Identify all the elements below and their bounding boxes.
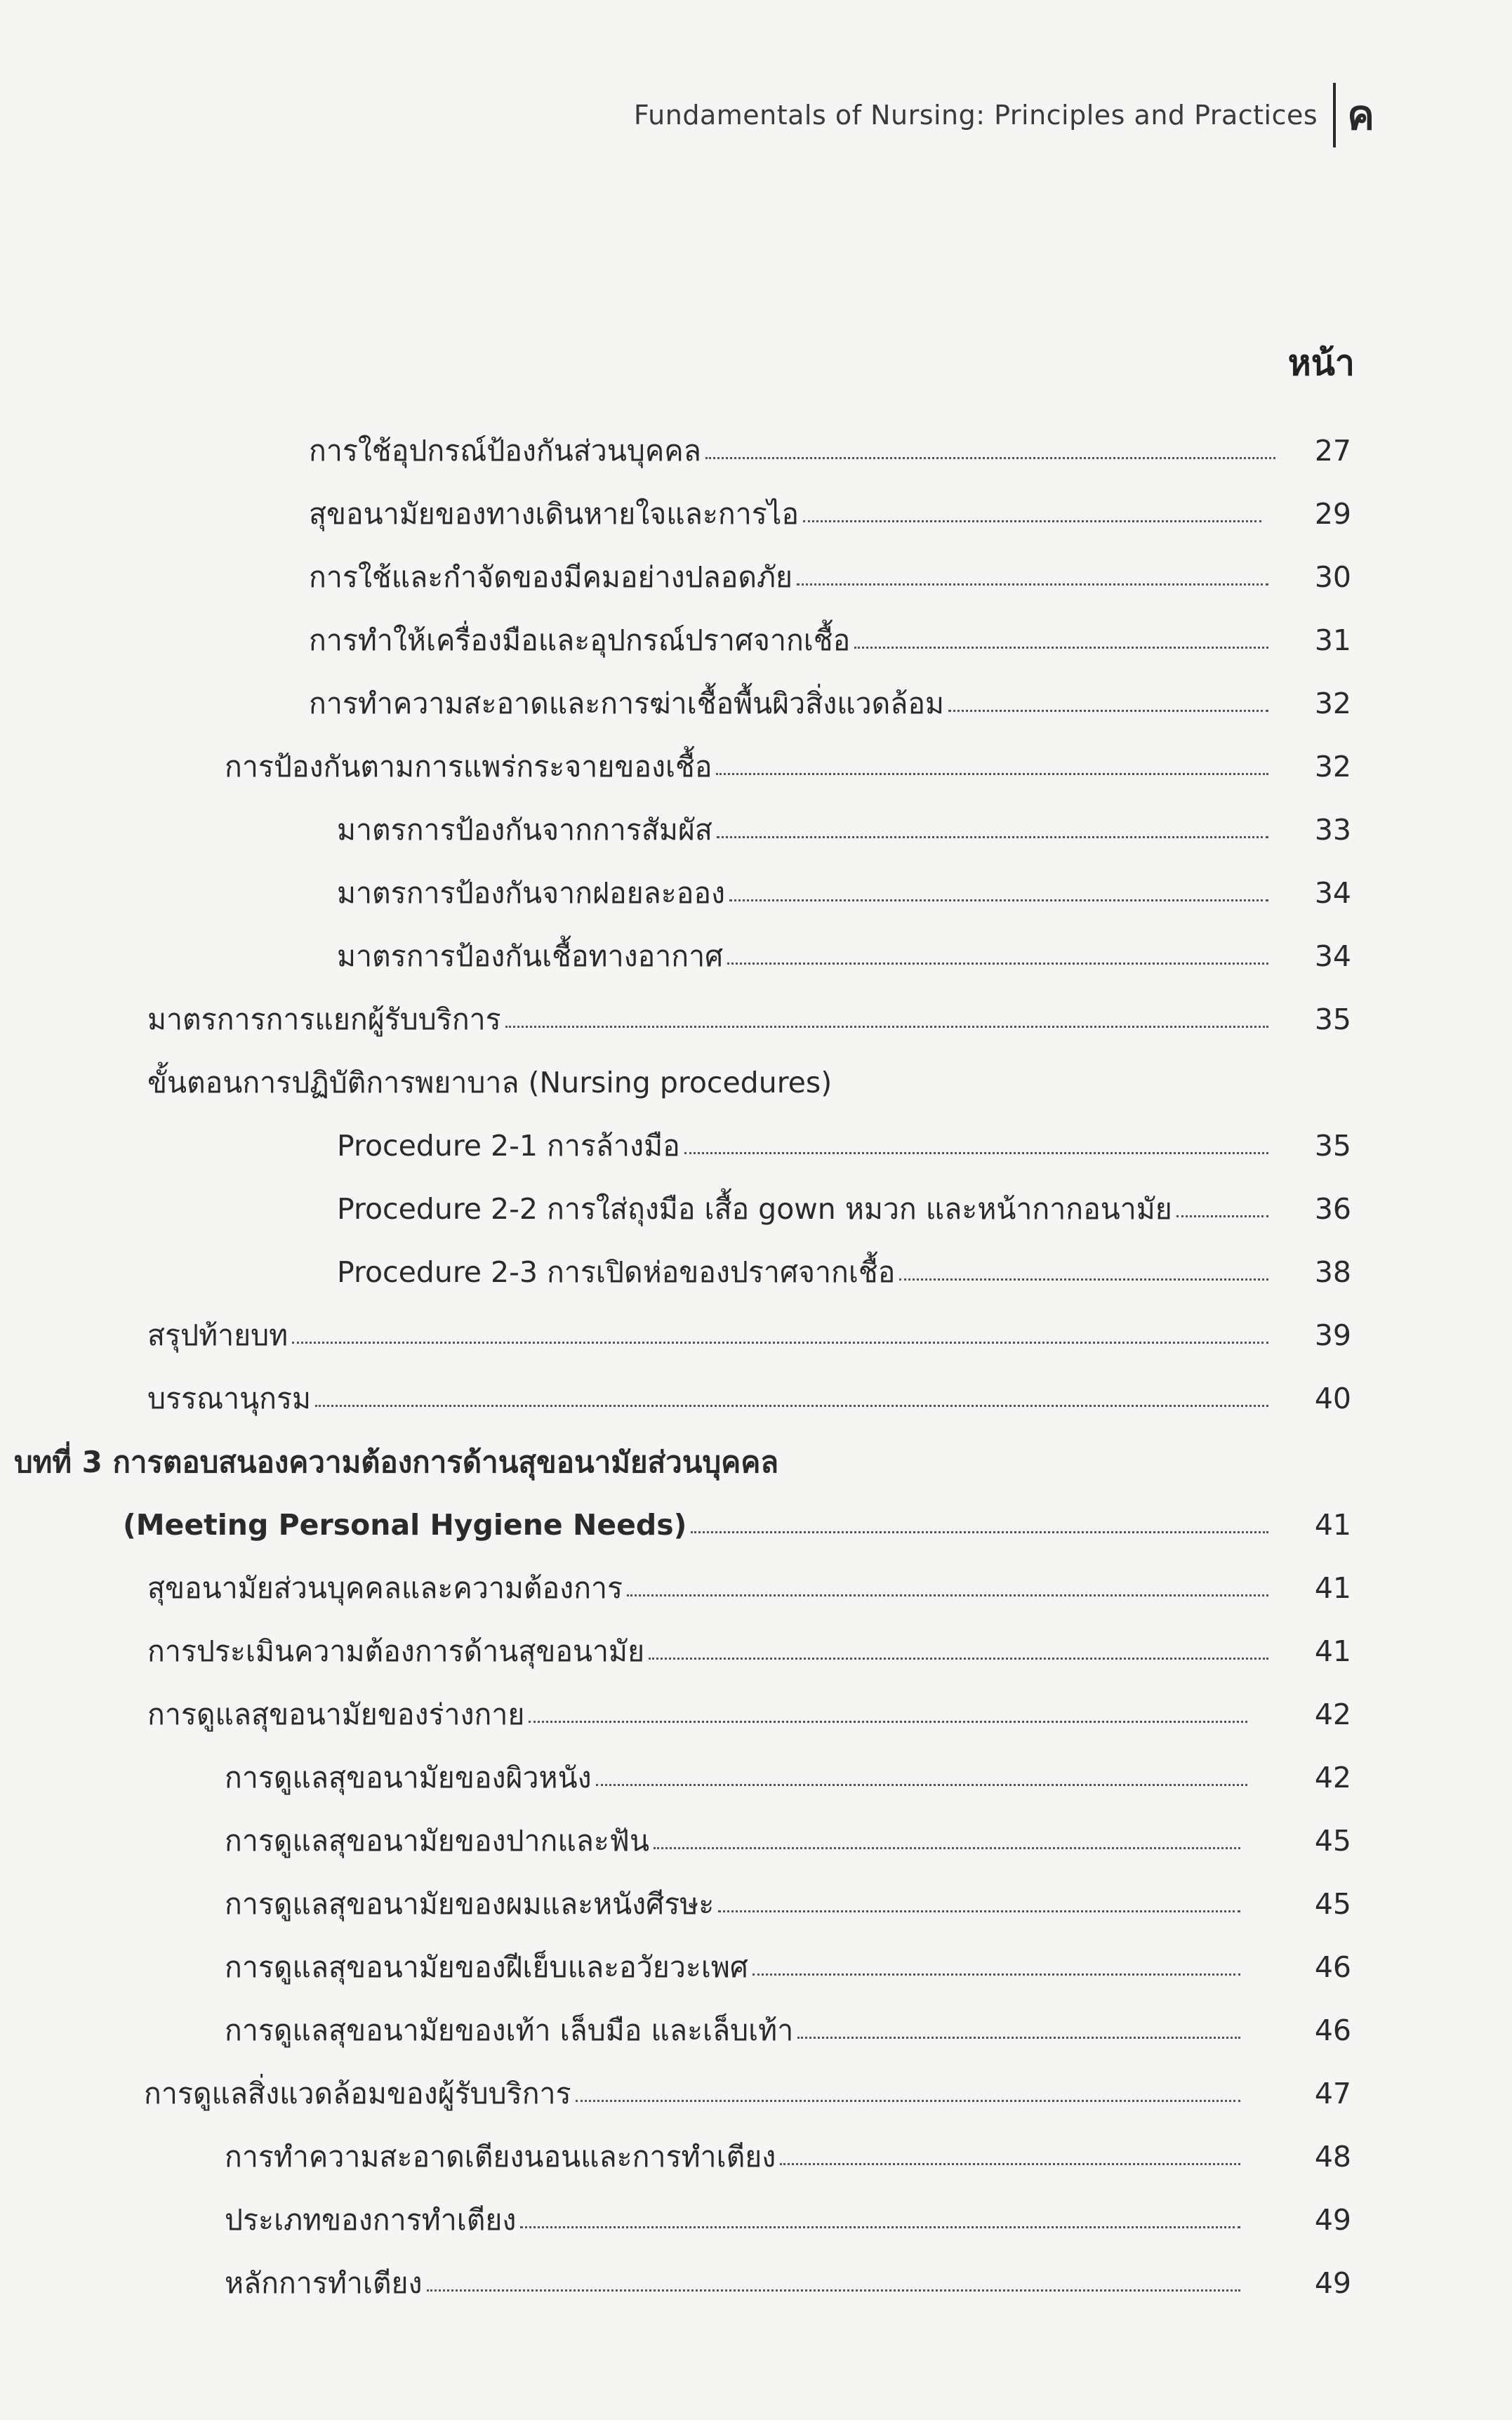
leader-dots <box>752 1973 1240 1976</box>
toc-entry-page: 36 <box>1314 1191 1351 1226</box>
toc-entry-page: 31 <box>1314 623 1351 657</box>
toc-entry-text: การดูแลสุขอนามัยของฝีเย็บและอวัยวะเพศ <box>225 1950 748 1984</box>
leader-dots <box>292 1342 1268 1344</box>
toc-entry-page: 27 <box>1314 433 1351 468</box>
toc-entry-page: 49 <box>1314 2202 1351 2237</box>
toc-entry[interactable] <box>225 2247 1351 2300</box>
toc-entry[interactable] <box>225 1804 1351 1858</box>
toc-entry[interactable] <box>225 730 1351 783</box>
running-header <box>634 83 1374 147</box>
toc-entry[interactable] <box>337 920 1351 973</box>
leader-dots <box>529 1721 1247 1723</box>
toc-entry[interactable] <box>147 1299 1351 1352</box>
toc-entry-page: 41 <box>1314 1571 1351 1605</box>
leader-dots <box>797 2037 1240 2039</box>
toc-entry[interactable] <box>225 1994 1351 2047</box>
toc-entry-text: สุขอนามัยส่วนบุคคลและความต้องการ <box>147 1571 623 1605</box>
chapter-subtitle-entry[interactable] <box>123 1488 1351 1542</box>
leader-dots <box>684 1152 1268 1154</box>
toc-entry-page: 33 <box>1314 812 1351 847</box>
toc-entry-page: 42 <box>1314 1760 1351 1794</box>
toc-entry-page: 45 <box>1314 1886 1351 1921</box>
toc-entry-page: 35 <box>1314 1002 1351 1036</box>
toc-entry-text: หลักการทำเตียง <box>225 2266 423 2300</box>
toc-entry-page: 47 <box>1314 2076 1351 2110</box>
toc-entry-text: ประเภทของการทำเตียง <box>225 2202 517 2237</box>
toc-entry-text: มาตรการการแยกผู้รับบริการ <box>147 1002 501 1036</box>
toc-entry-text: ขั้นตอนการปฏิบัติการพยาบาล (Nursing procedures) <box>147 1065 833 1099</box>
leader-dots <box>705 457 1275 459</box>
toc-entry-text: การดูแลสุขอนามัยของผิวหนัง <box>225 1760 592 1794</box>
toc-entry-page: 34 <box>1314 875 1351 910</box>
toc-entry-text: การใช้และกำจัดของมีคมอย่างปลอดภัย <box>309 560 793 594</box>
toc-entry-page: 40 <box>1314 1381 1351 1415</box>
toc-entry-text: การดูแลสุขอนามัยของผมและหนังศีรษะ <box>225 1886 715 1921</box>
leader-dots <box>717 836 1268 838</box>
leader-dots <box>899 1278 1268 1281</box>
leader-dots <box>649 1658 1268 1660</box>
toc-entry[interactable] <box>147 1615 1351 1668</box>
toc-entry[interactable] <box>337 1236 1351 1289</box>
toc-entry-page: 38 <box>1314 1255 1351 1289</box>
toc-entry-text: การดูแลสุขอนามัยของเท้า เล็บมือ และเล็บเท้า <box>225 2013 794 2047</box>
toc-entry-page: 34 <box>1314 939 1351 973</box>
toc-entry-page: 32 <box>1314 686 1351 720</box>
book-title: Fundamentals of Nursing: Principles and Practices <box>633 100 1318 131</box>
leader-dots <box>627 1594 1268 1596</box>
toc-section-heading[interactable] <box>147 1046 1281 1099</box>
chapter-heading[interactable]: บทที่ 3 การตอบสนองความต้องการด้านสุขอนามัยส่วนบุคคล <box>14 1445 779 1479</box>
page-column-label: หน้า <box>1287 343 1355 383</box>
toc-entry-text: Procedure 2-3 การเปิดห่อของปราศจากเชื้อ <box>337 1255 896 1289</box>
toc-entry[interactable] <box>337 1172 1351 1226</box>
toc-entry-page: 48 <box>1314 2139 1351 2174</box>
toc-entry-page: 45 <box>1314 1823 1351 1858</box>
toc-entry-text: สรุปท้ายบท <box>147 1318 289 1352</box>
page-number-letter: ค <box>1347 91 1374 139</box>
leader-dots <box>727 963 1268 965</box>
toc-entry-page: 39 <box>1314 1318 1351 1352</box>
toc-entry-page: 42 <box>1314 1697 1351 1731</box>
toc-entry[interactable] <box>147 1678 1351 1731</box>
toc-entry-text: Procedure 2-2 การใส่ถุงมือ เสื้อ gown หมวก และหน้ากากอนามัย <box>337 1191 1172 1226</box>
leader-dots <box>654 1847 1240 1849</box>
toc-entry-text: การใช้อุปกรณ์ป้องกันส่วนบุคคล <box>309 433 701 468</box>
toc-entry-page: 41 <box>1314 1507 1351 1542</box>
toc-entry-page: 49 <box>1314 2266 1351 2300</box>
toc-entry[interactable] <box>337 793 1351 847</box>
toc-entry[interactable] <box>309 414 1351 468</box>
toc-entry-page: 46 <box>1314 2013 1351 2047</box>
toc-entry[interactable] <box>337 1109 1351 1163</box>
toc-entry-page: 29 <box>1314 496 1351 531</box>
leader-dots <box>716 773 1268 775</box>
leader-dots <box>803 520 1261 522</box>
toc-entry-text: การทำความสะอาดและการฆ่าเชื้อพื้นผิวสิ่งแวดล้อม <box>309 686 945 720</box>
toc-entry[interactable] <box>309 667 1351 720</box>
toc-entry[interactable] <box>225 1741 1351 1794</box>
leader-dots <box>315 1405 1268 1407</box>
toc-entry[interactable] <box>309 477 1351 531</box>
leader-dots <box>520 2226 1240 2228</box>
toc-entry-text: Procedure 2-1 การล้างมือ <box>337 1128 680 1163</box>
toc-entry-page: 30 <box>1314 560 1351 594</box>
leader-dots <box>854 647 1268 649</box>
toc-entry-text: มาตรการป้องกันเชื้อทางอากาศ <box>337 939 724 973</box>
toc-entry-text: สุขอนามัยของทางเดินหายใจและการไอ <box>309 496 799 531</box>
toc-entry[interactable] <box>225 1867 1351 1921</box>
toc-entry-text: การดูแลสิ่งแวดล้อมของผู้รับบริการ <box>144 2076 571 2110</box>
leader-dots <box>729 899 1268 901</box>
toc-entry[interactable] <box>147 1552 1351 1605</box>
leader-dots <box>505 1026 1268 1028</box>
toc-entry[interactable] <box>337 857 1351 910</box>
toc-entry-text: การดูแลสุขอนามัยของปากและฟัน <box>225 1823 649 1858</box>
toc-entry-text: (Meeting Personal Hygiene Needs) <box>123 1507 687 1542</box>
toc-entry[interactable] <box>144 2057 1351 2110</box>
toc-entry[interactable] <box>147 983 1351 1036</box>
toc-entry-page: 46 <box>1314 1950 1351 1984</box>
leader-dots <box>718 1910 1240 1912</box>
toc-entry[interactable] <box>225 2120 1351 2174</box>
toc-entry[interactable] <box>147 1362 1351 1415</box>
toc-entry[interactable] <box>309 604 1351 657</box>
leader-dots <box>427 2289 1240 2292</box>
leader-dots <box>691 1531 1268 1533</box>
leader-dots <box>797 583 1268 586</box>
leader-dots <box>576 2100 1240 2102</box>
leader-dots <box>780 2163 1240 2165</box>
toc-entry-page: 41 <box>1314 1634 1351 1668</box>
toc-entry-text: การประเมินความต้องการด้านสุขอนามัย <box>147 1634 645 1668</box>
toc-entry[interactable] <box>225 1931 1351 1984</box>
leader-dots <box>596 1784 1247 1786</box>
toc-entry-text: มาตรการป้องกันจากฝอยละออง <box>337 875 726 910</box>
toc-entry[interactable] <box>225 2183 1351 2237</box>
toc-entry-text: การทำความสะอาดเตียงนอนและการทำเตียง <box>225 2139 776 2174</box>
toc-entry[interactable] <box>309 541 1351 594</box>
toc-entry-text: มาตรการป้องกันจากการสัมผัส <box>337 812 712 847</box>
toc-entry-text: การทำให้เครื่องมือและอุปกรณ์ปราศจากเชื้อ <box>309 623 851 657</box>
toc-entry-page: 35 <box>1314 1128 1351 1163</box>
toc-entry-text: การป้องกันตามการแพร่กระจายของเชื้อ <box>225 749 712 783</box>
toc-entry-text: การดูแลสุขอนามัยของร่างกาย <box>147 1697 525 1731</box>
toc-entry-page: 32 <box>1314 749 1351 783</box>
toc-entry-text: บรรณานุกรม <box>147 1381 312 1415</box>
leader-dots <box>948 710 1268 712</box>
leader-dots <box>1176 1215 1268 1217</box>
